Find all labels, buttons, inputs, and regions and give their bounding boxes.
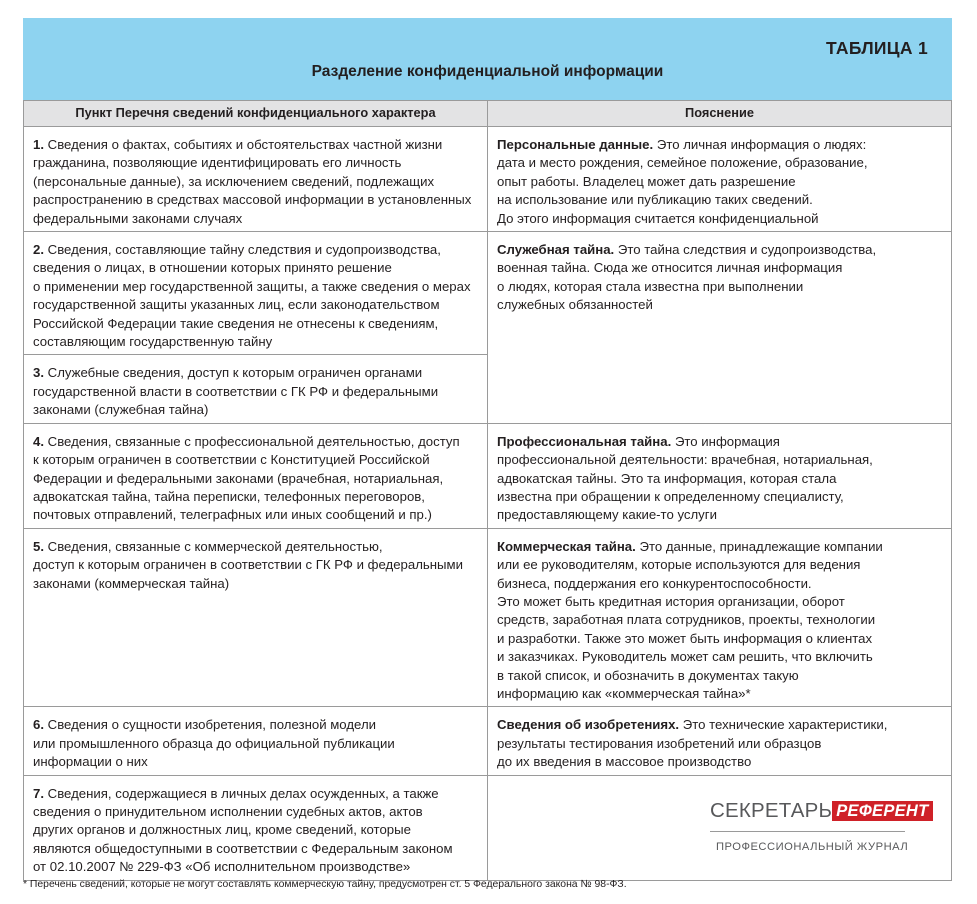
explanation-cell — [488, 127, 952, 232]
logo-badge: РЕФЕРЕНТ — [832, 801, 932, 821]
explanation-cell — [488, 232, 952, 424]
explanation-line: военная тайна. Сюда же относится личная информация — [497, 260, 843, 276]
explanation-line: До этого информация считается конфиденциальной — [497, 210, 819, 226]
table-label: ТАБЛИЦА 1 — [826, 38, 928, 58]
explanation-line: средств, заработная плата сотрудников, проекты, технологии — [497, 612, 876, 628]
item-number: 7. — [33, 785, 44, 801]
explanation-line: или ее руководителям, которые используются для ведения — [497, 557, 861, 573]
explanation-line: Это может быть кредитная история организации, оборот — [497, 593, 845, 609]
column-header-explanation: Пояснение — [488, 101, 952, 127]
item-number: 2. — [33, 242, 44, 258]
item-cell — [24, 423, 488, 528]
item-line — [33, 364, 479, 382]
explanation-term: Коммерческая тайна. — [497, 538, 636, 554]
explanation-line — [497, 136, 943, 154]
explanation-text: Это технические характеристики, — [682, 717, 888, 733]
item-line: почтовых отправлений, телеграфных или иных сообщений и пр.) — [33, 507, 432, 523]
item-line: Федерации и федеральными законами (врачебная, нотариальная, — [33, 470, 444, 486]
logo-wordmark — [710, 798, 929, 824]
item-text: Сведения о фактах, событиях и обстоятельствах частной жизни — [47, 137, 443, 152]
explanation-line: дата и место рождения, семейное положение, образование, — [497, 155, 868, 171]
explanation-line — [497, 241, 943, 259]
item-line: гражданина, позволяющие идентифицировать его личность — [33, 155, 402, 171]
item-line: или промышленного образца до официальной публикации — [33, 735, 395, 751]
explanation-cell — [488, 528, 952, 707]
item-line: информации о них — [33, 754, 148, 770]
explanation-line: о людях, которая стала известна при выполнении — [497, 278, 804, 294]
explanation-line: и разработки. Также это может быть информация о клиентах — [497, 630, 873, 646]
item-line: о применении мер государственной защиты, а также сведения о мерах — [33, 278, 471, 294]
item-line: являются общедоступными в соответствии с Федеральным законом — [33, 840, 453, 856]
item-text: Сведения, связанные с коммерческой деятельностью, — [47, 538, 383, 554]
explanation-text: Это данные, принадлежащие компании — [639, 538, 883, 554]
column-header-item: Пункт Перечня сведений конфиденциального характера — [24, 101, 488, 127]
explanation-line — [497, 538, 943, 556]
item-text: Сведения, составляющие тайну следствия и судопроизводства, — [47, 242, 441, 258]
item-cell — [24, 127, 488, 232]
explanation-line: информацию как «коммерческая тайна»* — [497, 685, 751, 701]
item-line: сведения о принудительном исполнении судебных актов, актов — [33, 804, 423, 819]
logo-subtitle: ПРОФЕССИОНАЛЬНЫЙ ЖУРНАЛ — [716, 840, 909, 853]
logo-divider — [710, 831, 905, 832]
explanation-line: в такой список, и обозначить в документах такую — [497, 667, 799, 683]
item-line — [33, 433, 479, 451]
item-line: распространению в средствах массовой информации в установленных — [33, 192, 472, 208]
explanation-line: бизнеса, поддержания его конкурентоспособности. — [497, 575, 812, 591]
confidential-info-table — [23, 100, 952, 881]
table-row — [24, 707, 952, 775]
table-title: Разделение конфиденциальной информации — [311, 63, 664, 80]
explanation-text: Это личная информация о людях: — [656, 137, 867, 152]
explanation-line: и заказчиках. Руководитель может сам решить, что включить — [497, 649, 873, 665]
explanation-line: известна при обращении к определенному специалисту, — [497, 488, 844, 504]
explanation-line: предоставляющему какие-то услуги — [497, 507, 717, 523]
explanation-line: на использование или публикацию таких сведений. — [497, 192, 813, 208]
item-line: государственной защиты указанных лиц, если законодательством — [33, 297, 440, 313]
explanation-line: опыт работы. Владелец может дать разрешение — [497, 173, 796, 189]
table-row — [24, 423, 952, 528]
item-text: Служебные сведения, доступ к которым ограничен органами — [47, 365, 423, 381]
item-cell — [24, 355, 488, 423]
table-row — [24, 232, 952, 355]
table-row — [24, 528, 952, 707]
item-number: 6. — [33, 717, 44, 733]
explanation-line: служебных обязанностей — [497, 297, 653, 313]
item-number: 4. — [33, 433, 44, 449]
table-header-banner — [23, 18, 952, 100]
item-number: 5. — [33, 538, 44, 554]
explanation-cell — [488, 423, 952, 528]
item-line — [33, 241, 479, 259]
table-row — [24, 127, 952, 232]
item-line: от 02.10.2007 № 229-ФЗ «Об исполнительном производстве» — [33, 859, 411, 875]
item-line: федеральными законами случаях — [33, 210, 243, 226]
item-line: (персональные данные), за исключением сведений, подлежащих — [33, 173, 435, 189]
item-cell — [24, 707, 488, 775]
publisher-logo — [710, 798, 929, 856]
explanation-term: Сведения об изобретениях. — [497, 717, 680, 733]
explanation-line: адвокатская тайны. Это та информация, которая стала — [497, 470, 837, 486]
item-line: государственной власти в соответствии с ГК РФ и федеральными — [33, 383, 439, 399]
item-line: сведения о лицах, в отношении которых принято решение — [33, 260, 392, 276]
explanation-line — [497, 716, 943, 734]
table-header-row — [24, 101, 952, 127]
explanation-line: результаты тестирования изобретений или образцов — [497, 735, 822, 751]
item-line — [33, 136, 479, 154]
item-line: адвокатская тайна, тайна переписки, телефонных переговоров, — [33, 488, 425, 504]
footnote: * Перечень сведений, которые не могут составлять коммерческую тайну, предусмотрен ст. 5 Федерального закона № 98-ФЗ. — [23, 879, 627, 890]
table-row — [24, 775, 952, 880]
item-cell — [24, 775, 488, 880]
explanation-term: Служебная тайна. — [497, 242, 615, 258]
item-number: 1. — [33, 137, 44, 152]
item-line — [33, 785, 479, 803]
explanation-term: Персональные данные. — [497, 137, 654, 152]
item-text: Сведения, содержащиеся в личных делах осужденных, а также — [47, 785, 439, 801]
item-line: к которым ограничен в соответствии с Конституцией Российской — [33, 452, 430, 468]
item-cell — [24, 528, 488, 707]
explanation-line — [497, 433, 943, 451]
item-text: Сведения, связанные с профессиональной деятельностью, доступ — [47, 433, 460, 449]
item-line: составляющим государственную тайну — [33, 334, 273, 350]
item-line — [33, 716, 479, 734]
item-cell — [24, 232, 488, 355]
explanation-text: Это тайна следствия и судопроизводства, — [617, 242, 877, 258]
item-text: Сведения о сущности изобретения, полезной модели — [47, 717, 377, 733]
logo-word: СЕКРЕТАРЬ — [710, 798, 833, 822]
explanation-term: Профессиональная тайна. — [497, 433, 672, 449]
item-line: законами (коммерческая тайна) — [33, 575, 230, 591]
logo-cell — [488, 775, 952, 880]
item-line: Российской Федерации такие сведения не отнесены к сведениям, — [33, 315, 439, 331]
explanation-line: профессиональной деятельности: врачебная, нотариальная, — [497, 452, 873, 468]
item-line — [33, 538, 479, 556]
item-line: доступ к которым ограничен в соответствии с ГК РФ и федеральными — [33, 557, 463, 573]
item-line: законами (служебная тайна) — [33, 402, 209, 418]
item-number: 3. — [33, 365, 44, 381]
explanation-cell — [488, 707, 952, 775]
explanation-line: до их введения в массовое производство — [497, 754, 752, 770]
item-line: других органов и должностных лиц, кроме сведений, которые — [33, 822, 411, 838]
explanation-text: Это информация — [674, 433, 780, 449]
